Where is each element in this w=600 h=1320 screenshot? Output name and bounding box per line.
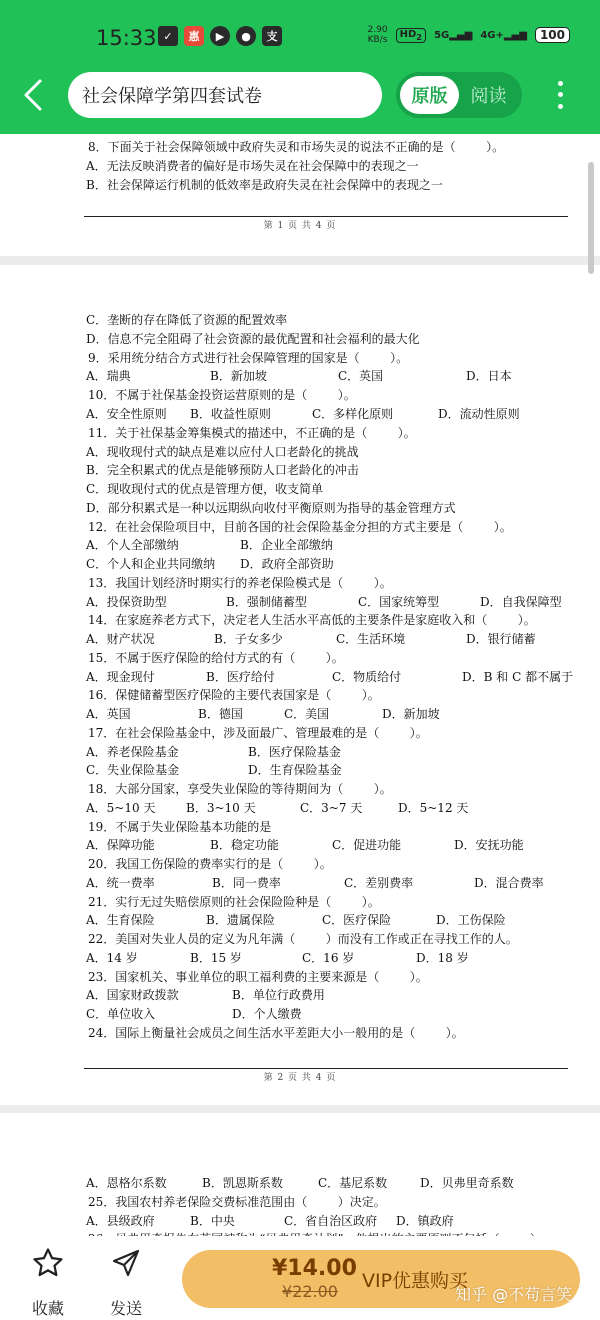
reader-app-icon: 支 bbox=[262, 26, 282, 46]
page-footer: 第 2 页 共 4 页 bbox=[263, 1073, 337, 1083]
option-line: A．生育保险 B．遗属保险 C．医疗保险 D．工伤保险 bbox=[86, 913, 506, 927]
option-line: A．英国 B．德国 C．美国 D．新加坡 bbox=[86, 707, 440, 721]
option-line: A．县级政府 B．中央 C．省自治区政府 D．镇政府 bbox=[86, 1214, 454, 1228]
vip-buy-label: VIP优惠购买 bbox=[362, 1270, 469, 1292]
option-line: A．保障功能 B．稳定功能 C．促进功能 D．安抚功能 bbox=[86, 838, 524, 852]
page-footer-rule bbox=[84, 1068, 568, 1069]
message-app-icon: ▶ bbox=[210, 26, 230, 46]
option-line: A．安全性原则 B．收益性原则 C．多样化原则 D．流动性原则 bbox=[86, 407, 520, 421]
notification-icons bbox=[158, 26, 282, 46]
document-page-3: A．恩格尔系数 B．凯恩斯系数 C．基尼系数 D．贝弗里奇系数 25．我国农村养老保险交费标准范围由（ ）决定。 A．县级政府 B．中央 C．省自治区政府 D．镇政府 bbox=[0, 1113, 600, 1320]
option-line: A．恩格尔系数 B．凯恩斯系数 C．基尼系数 D．贝弗里奇系数 bbox=[86, 1176, 514, 1190]
option-line: A．财产状况 B．子女多少 C．生活环境 D．银行储蓄 bbox=[86, 632, 536, 646]
option-line: A．现金现付 B．医疗给付 C．物质给付 D．B 和 C 都不属于 bbox=[86, 670, 574, 684]
document-title: 社会保障学第四套试卷 bbox=[82, 86, 262, 107]
status-right bbox=[368, 25, 570, 45]
option-line: C．个人和企业共同缴纳 D．政府全部资助 bbox=[86, 557, 334, 571]
chat-bubble-icon: ● bbox=[236, 26, 256, 46]
option-line: A．统一费率 B．同一费率 C．差别费率 D．混合费率 bbox=[86, 876, 544, 890]
option-line: A．5~10 天 B．3~10 天 C．3~7 天 D．5~12 天 bbox=[86, 801, 469, 815]
battery-indicator: 100 bbox=[535, 27, 570, 43]
option-line: A．国家财政拨款 B．单位行政费用 bbox=[86, 988, 325, 1002]
more-options-button[interactable] bbox=[552, 78, 568, 112]
document-page-1: 8．下面关于社会保障领域中政府失灵和市场失灵的说法不正确的是（ ）。 A．无法反映消费者的偏好是市场失灵在社会保障中的表现之一 B．社会保障运行机制的低效率是政府失灵在社会保障中的表现之一 第 1 页 共 4 页 bbox=[0, 134, 600, 256]
option-line: C．失业保险基金 D．生育保险基金 bbox=[86, 763, 342, 777]
more-dot-icon bbox=[558, 81, 563, 86]
bottom-action-bar bbox=[0, 1236, 600, 1320]
signal-5g-icon: 5G▂▄▆ bbox=[434, 29, 473, 41]
option-line: A．14 岁 B．15 岁 C．16 岁 D．18 岁 bbox=[86, 951, 469, 965]
send-button[interactable] bbox=[96, 1246, 156, 1319]
status-time: 15:33 bbox=[96, 26, 157, 50]
option-line: C．单位收入 D．个人缴费 bbox=[86, 1007, 302, 1021]
status-bar bbox=[0, 0, 600, 64]
favorite-button[interactable] bbox=[18, 1246, 78, 1319]
signal-4g-icon: 4G+▂▄▆ bbox=[480, 29, 527, 41]
option-line: A．个人全部缴纳 B．企业全部缴纳 bbox=[86, 538, 333, 552]
app-header bbox=[0, 0, 600, 134]
favorite-label: 收藏 bbox=[31, 1299, 64, 1318]
app-notification-icon: 惠 bbox=[184, 26, 204, 46]
scrollbar-thumb[interactable] bbox=[588, 162, 594, 274]
hd-voice-icon: $HD_2$ bbox=[396, 28, 426, 43]
mode-original-button[interactable]: 原版 bbox=[400, 76, 459, 114]
view-mode-switch bbox=[396, 72, 522, 118]
star-icon bbox=[18, 1246, 78, 1280]
page-footer-rule bbox=[84, 216, 568, 217]
option-line: A．养老保险基金 B．医疗保险基金 bbox=[86, 745, 341, 759]
option-line: A．瑞典 B．新加坡 C．英国 D．日本 bbox=[86, 369, 512, 383]
back-button[interactable] bbox=[22, 78, 52, 112]
document-page-2: C．垄断的存在降低了资源的配置效率 D．信息不完全阻碍了社会资源的最优配置和社会福利的最大化 9．采用统分结合方式进行社会保障管理的国家是（ ）。 A．瑞典 B．新加坡 C．英国 D．日本 10．不属于社保基金投资运营原则的是（ ）。 A．安全性原则 B．收益性原则 C．多样化原则 D．流动性原则 11．关于社保基金筹集模式的描述中，不正确的是（ ）。 A．现收现付式的缺点是难以应付人口老龄化的挑战 B．完全积累式的优点是能够预防人口老龄化的冲击 C．现收现付式的优点是管理方便，收支简单 D．部分积累式是一种以远期纵向收付平衡原则为指导的基金管理方式 12．在社会保险项目中，目前各国的社会保险基金分担的方式主要是（ ）。 A．个人全部缴纳 B．企业全部缴纳 C．个人和企业共同缴纳 D．政府全部资助 13．我国计划经济时期实行的养老保险模式是（ ）。 A．投保资助型 B．强制储蓄型 C．国家统筹型 D．自我保障型 14．在家庭养老方式下，决定老人生活水平高低的主要条件是家庭收入和（ ）。 A．财产状况 B．子女多少 C．生活环境 D．银行储蓄 15．不属于医疗保险的给付方式的有（ ）。 A．现金现付 B．医疗给付 C．物质给付 D．B 和 C 都不属于 16．保健储蓄型医疗保险的主要代表国家是（ ）。 A．英国 B．德国 C．美国 D．新加坡 17．在社会保险基金中，涉及面最广、管理最难的是（ ）。 A．养老保险基金 B．医疗保险基金 C．失业保险基金 D．生育保险基金 18．大部分国家，享受失业保险的等待期间为（ ）。 A．5~10 天 B．3~10 天 C．3~7 天 D．5~12 天 19．不属于失业保险基本功能的是 A．保障功能 B．稳定功能 C．促进功能 D．安抚功能 20．我国工伤保险的费率实行的是（ ）。 A．统一费率 B．同一费率 C．差别费率 D．混合费率 21．实行无过失赔偿原则的社会保险险种是（ ）。 A．生育保险 B．遗属保险 C．医疗保险 D．工伤保险 22．美国对失业人员的定义为凡年满（ ）而没有工作或正在寻找工作的人。 A．14 岁 B．15 岁 C．16 岁 D．18 岁 23．国家机关、事业单位的职工福利费的主要来源是（ ）。 A．国家财政拨款 B．单位行政费用 C．单位收入 D．个人缴费 24．国际上衡量社会成员之间生活水平差距大小一般用的是（ ）。 第 2 页 共 4 页 bbox=[0, 265, 600, 1105]
more-dot-icon bbox=[558, 92, 563, 97]
page-footer: 第 1 页 共 4 页 bbox=[263, 221, 337, 231]
send-label: 发送 bbox=[109, 1299, 142, 1318]
calendar-check-icon: ✓ bbox=[158, 26, 178, 46]
price-current: ¥14.00 bbox=[272, 1256, 357, 1281]
document-title-field[interactable] bbox=[68, 72, 382, 118]
option-line: A．投保资助型 B．强制储蓄型 C．国家统筹型 D．自我保障型 bbox=[86, 595, 562, 609]
chevron-left-icon bbox=[22, 78, 44, 112]
price-original: ¥22.00 bbox=[282, 1282, 338, 1301]
more-dot-icon bbox=[558, 104, 563, 109]
watermark: 知乎 @不苟言笑 bbox=[455, 1285, 573, 1304]
mode-read-button[interactable]: 阅读 bbox=[470, 86, 507, 107]
send-icon bbox=[96, 1246, 156, 1280]
net-speed: 2.90 KB/s bbox=[367, 25, 388, 45]
